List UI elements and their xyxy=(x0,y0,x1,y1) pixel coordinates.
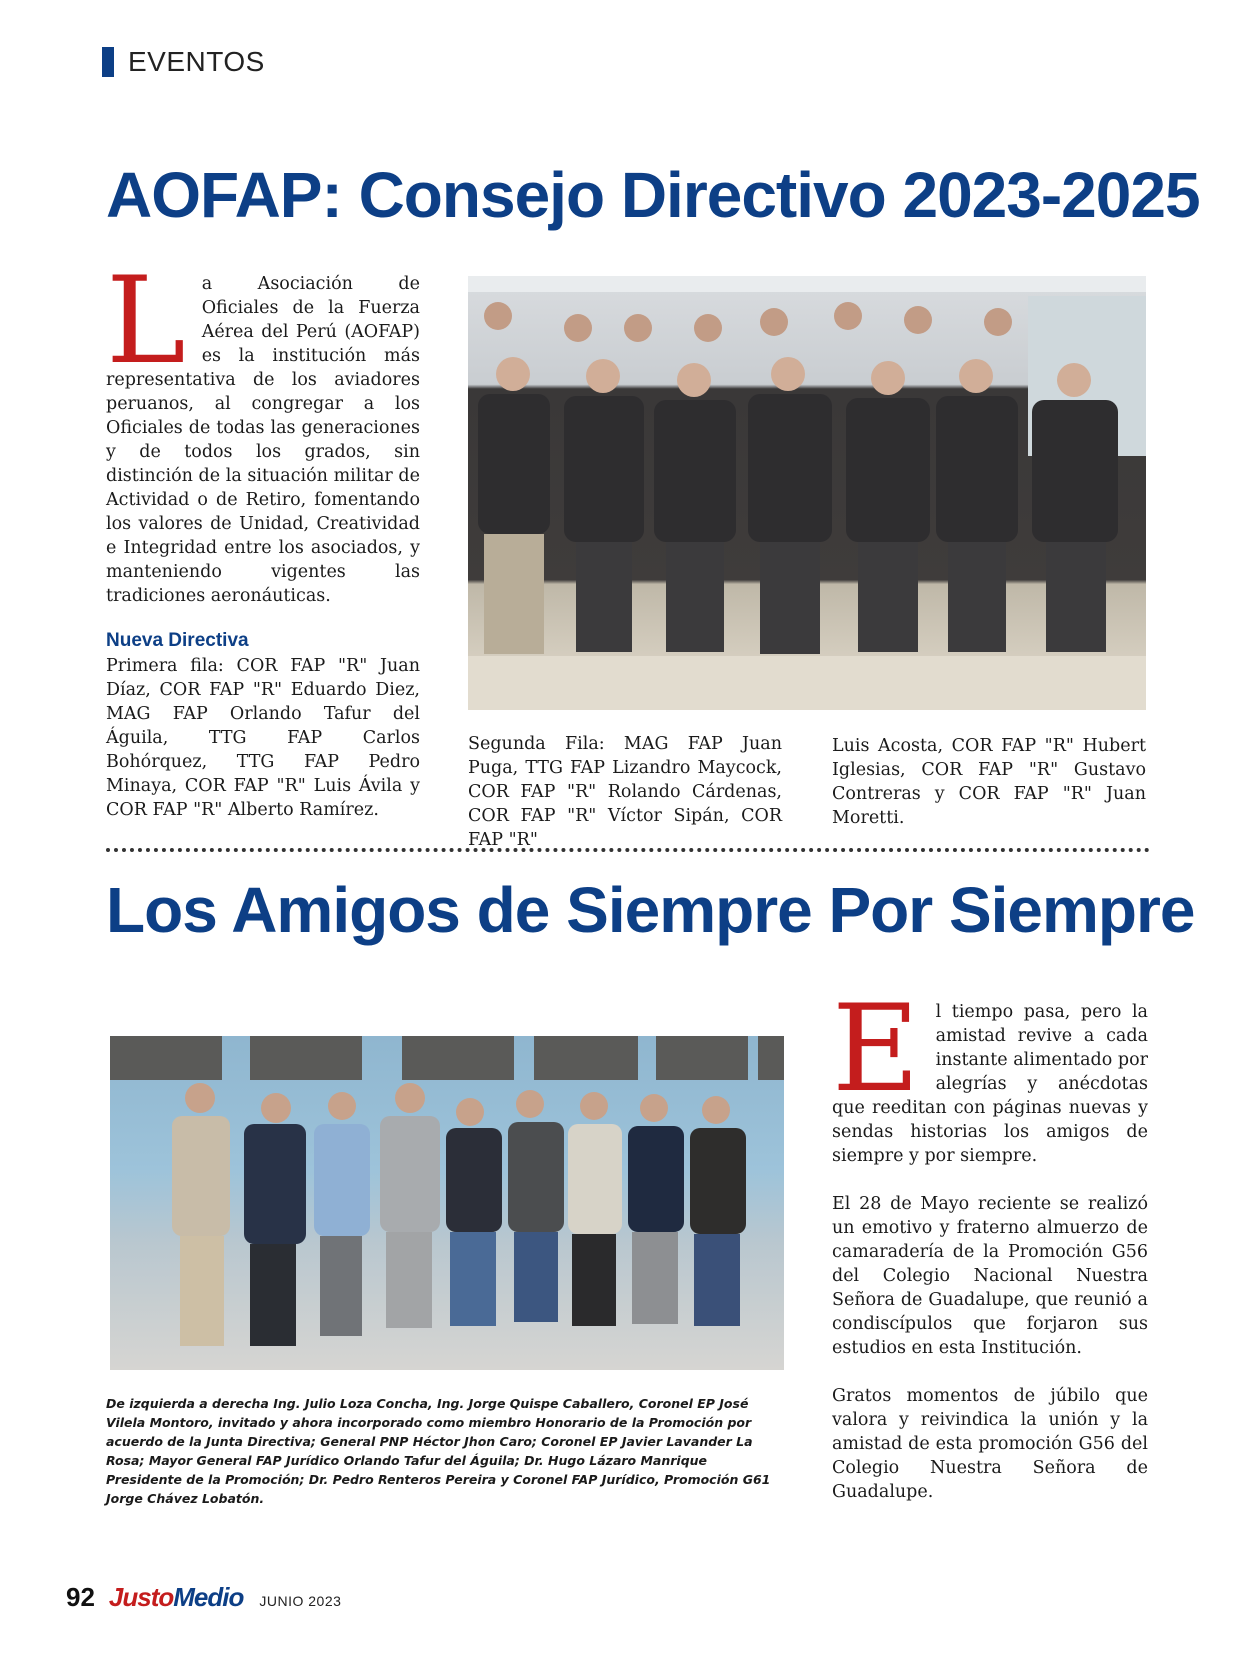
article2-paragraph-2: El 28 de Mayo reciente se realizó un emotivo y fraterno almuerzo de camaradería de la Promoción G56 del Colegio Nacional Nuestra Señora de Guadalupe, que reunió a condiscípulos que forjaron sus estudios en esta Institución. xyxy=(832,1194,1148,1358)
caption-first-row: Primera fila: COR FAP "R" Juan Díaz, COR FAP "R" Eduardo Diez, MAG FAP Orlando Tafur del Águila, TTG FAP Carlos Bohórquez, TTG FAP Pedro Minaya, COR FAP "R" Luis Ávila y COR FAP "R" Alberto Ramírez. xyxy=(106,656,420,820)
intro-text: a Asociación de Oficiales de la Fuerza Aérea del Perú (AOFAP) es la institución más representativa de los aviadores peruanos, al congregar a los Oficiales de todas las generaciones y de todos los grados, sin distinción de la situación militar de Actividad o de Retiro, fomentando los valores de Unidad, Creatividad e Integridad entre los asociados, y manteniendo vigentes las tradiciones aeronáuticas. xyxy=(106,274,420,606)
group-photo-2-illustration xyxy=(110,1036,784,1370)
caption-column-3 xyxy=(832,734,1146,830)
section-bar xyxy=(102,47,114,77)
drop-cap-e: E xyxy=(832,980,920,1119)
caption-second-row: Segunda Fila: MAG FAP Juan Puga, TTG FAP Lizandro Maycock, COR FAP "R" Rolando Cárdenas, COR FAP "R" Víctor Sipán, COR FAP "R" xyxy=(468,734,782,850)
caption-column-2 xyxy=(468,732,782,852)
article2-paragraph-1 xyxy=(832,980,1148,1168)
page-number: 92 xyxy=(66,1582,95,1612)
caption-second-row-continued: Luis Acosta, COR FAP "R" Hubert Iglesias, COR FAP "R" Gustavo Contreras y COR FAP "R" Juan Moretti. xyxy=(832,736,1146,828)
section-label: EVENTOS xyxy=(128,46,265,77)
article2-title: Los Amigos de Siempre Por Siempre xyxy=(106,874,1195,946)
article2-text-1: l tiempo pasa, pero la amistad revive a cada instante alimentado por alegrías y anécdotas que reeditan con páginas nuevas y sendas historias los amigos de siempre y por siempre. xyxy=(832,1002,1148,1166)
issue-date: JUNIO 2023 xyxy=(259,1593,342,1609)
article2-body-column xyxy=(832,980,1148,1504)
group-photo-promocion xyxy=(110,1036,784,1370)
subheading: Nueva Directiva xyxy=(106,630,249,651)
group-photo-illustration xyxy=(468,276,1146,710)
brand-logo-medio: Medio xyxy=(173,1582,244,1612)
dotted-divider xyxy=(106,848,1150,852)
article-title: AOFAP: Consejo Directivo 2023-2025 xyxy=(106,159,1200,231)
drop-cap: L xyxy=(106,252,186,391)
intro-paragraph xyxy=(106,252,420,608)
brand-logo-justo: Justo xyxy=(108,1582,174,1612)
page-footer xyxy=(66,1582,341,1613)
article2-paragraph-3: Gratos momentos de júbilo que valora y reivindica la unión y la amistad de esta promoción G56 del Colegio Nuestra Señora de Guadalupe. xyxy=(832,1386,1148,1502)
photo-caption: De izquierda a derecha Ing. Julio Loza Concha, Ing. Jorge Quispe Caballero, Coronel EP José Vilela Montoro, invitado y ahora incorporado como miembro Honorario de la Promoción por acuerdo de la Junta Directiva; General PNP Héctor Jhon Caro; Coronel EP Javier Lavander La Rosa; Mayor General FAP Jurídico Orlando Tafur del Águila; Dr. Hugo Lázaro Manrique Presidente de la Promoción; Dr. Pedro Renteros Pereira y Coronel FAP Jurídico, Promoción G61 Jorge Chávez Lobatón. xyxy=(106,1396,771,1506)
article-intro-column xyxy=(106,252,420,822)
section-tag xyxy=(102,46,265,78)
group-photo-directiva xyxy=(468,276,1146,710)
